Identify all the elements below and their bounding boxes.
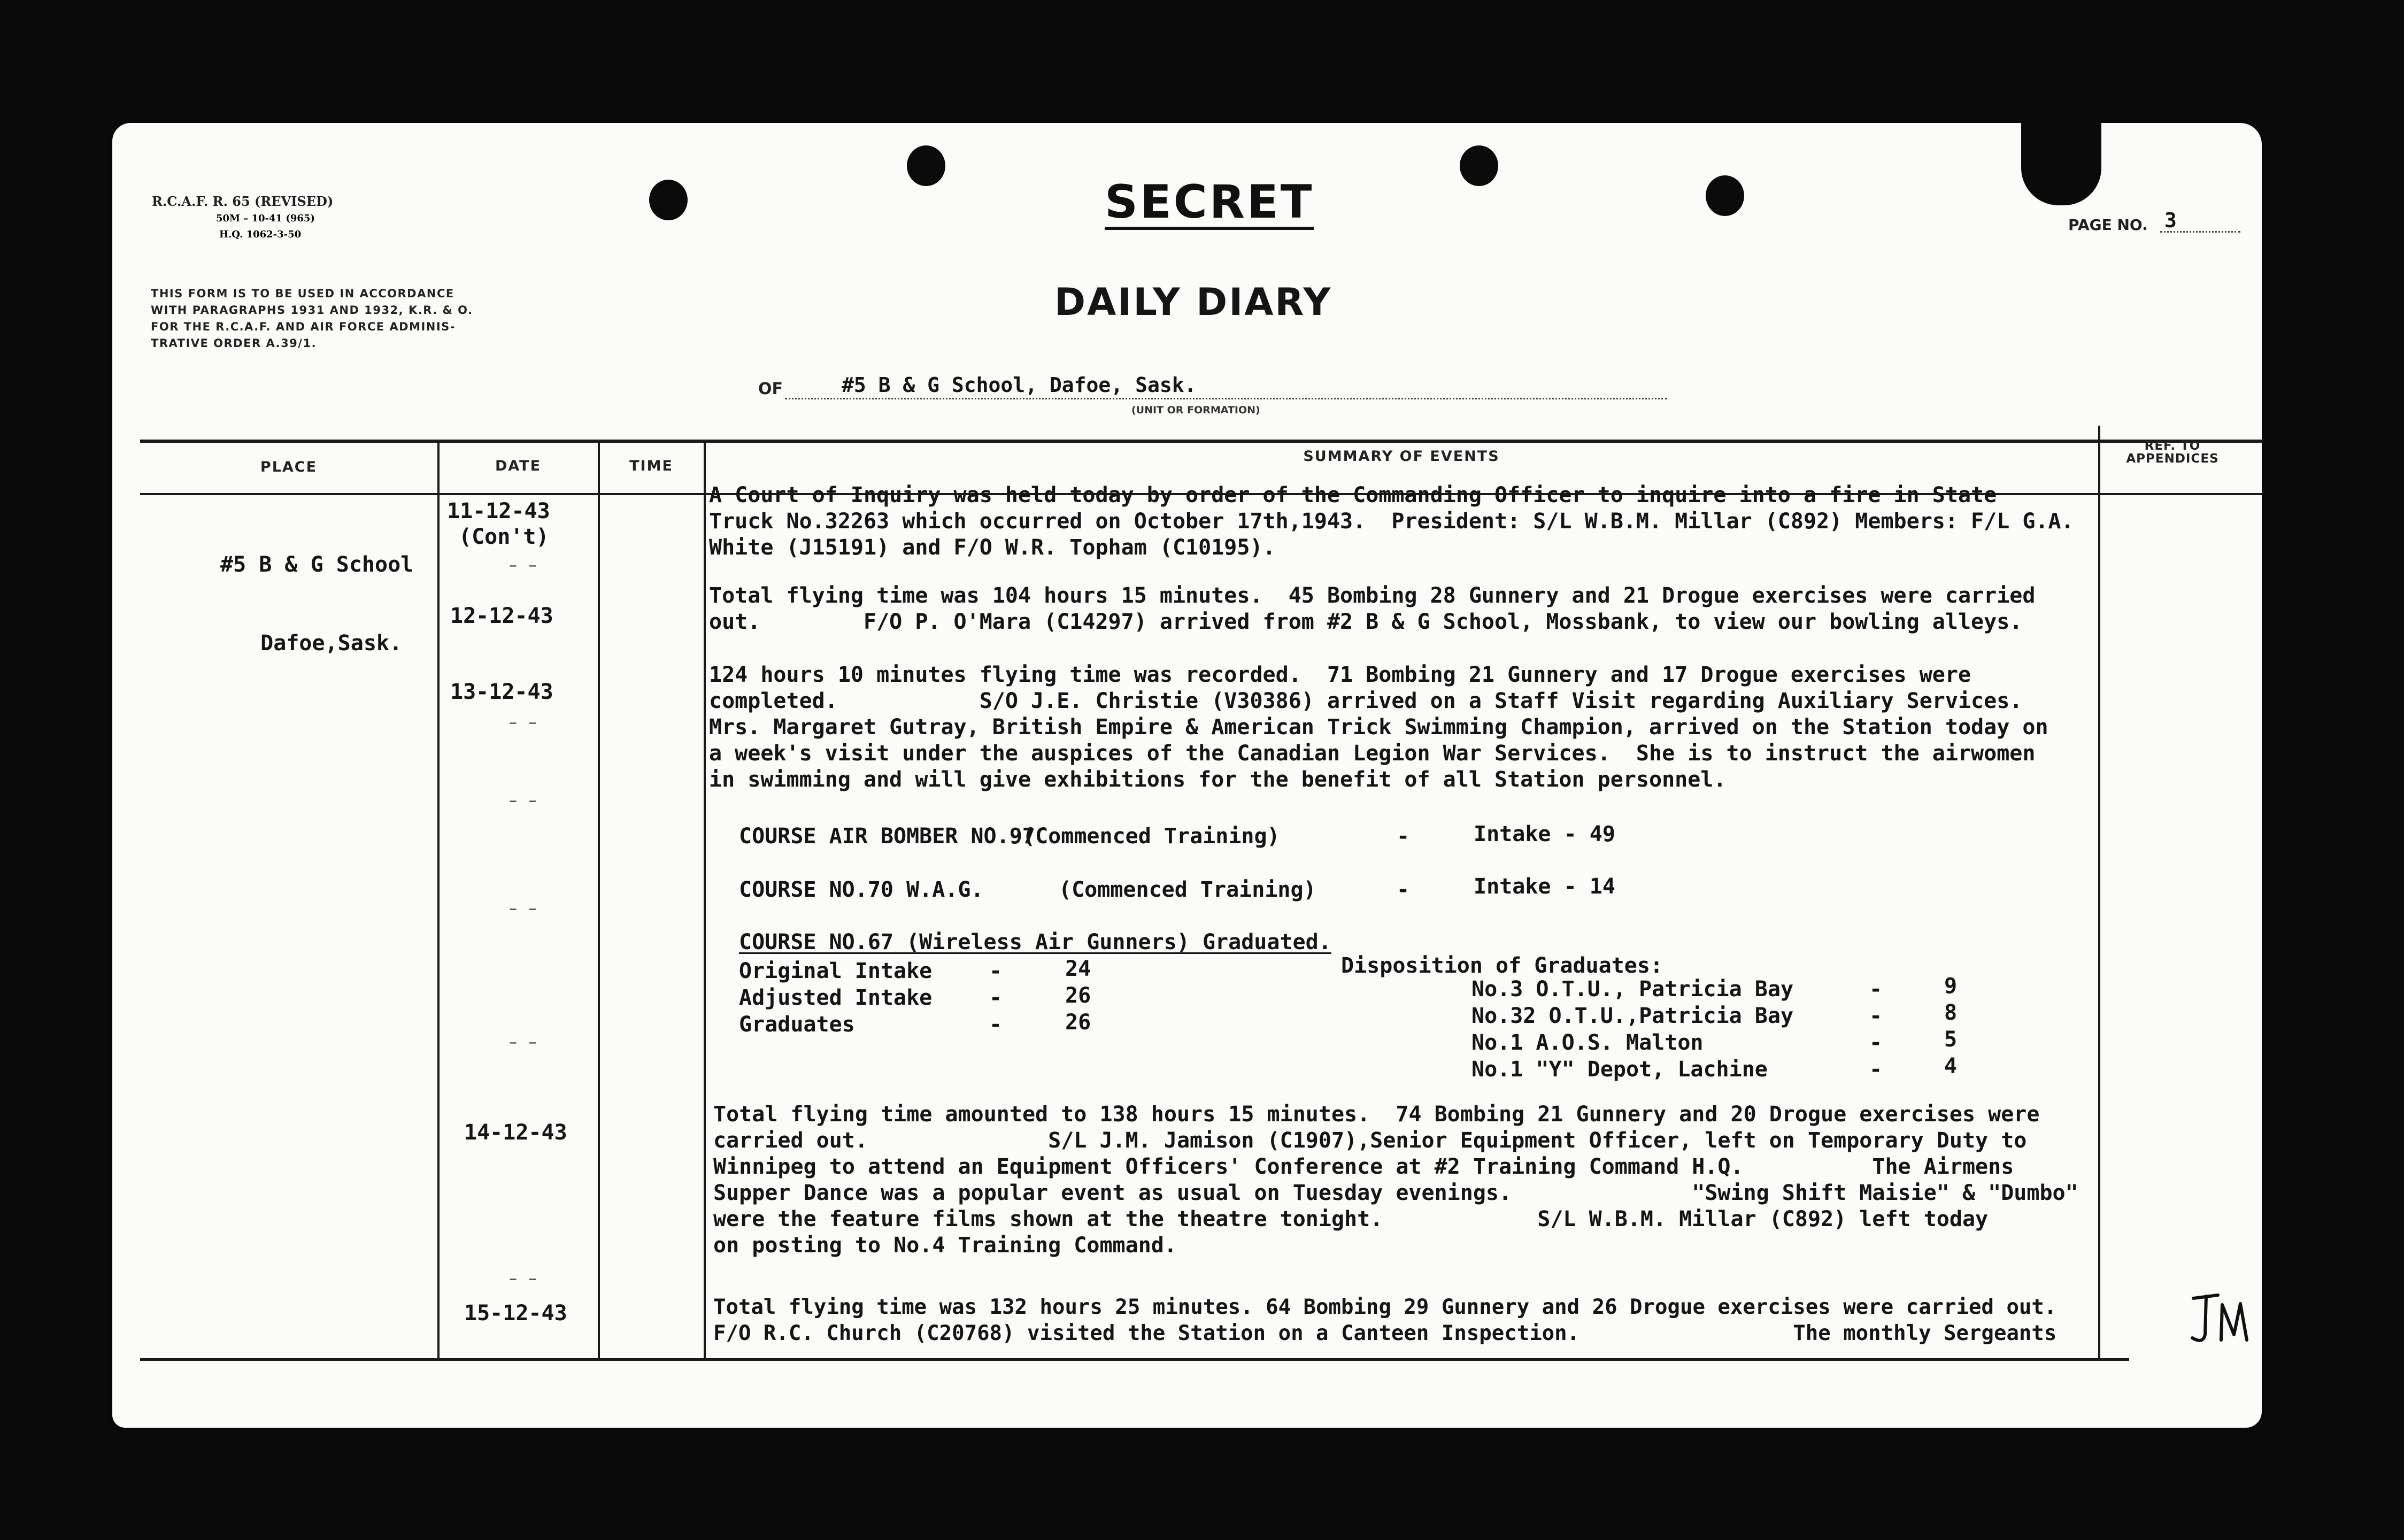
stat-value: 26	[1065, 983, 1091, 1008]
disposition-unit: No.1 "Y" Depot, Lachine	[1471, 1057, 1768, 1082]
stat-value: 24	[1065, 957, 1091, 981]
summary-entry: Total flying time was 104 hours 15 minutes. 45 Bombing 28 Gunnery and 21 Drogue exercises were carried out. F/O P. O'Mara (C14297) arrived from #2 B & G School, Mossbank, to view our bowling alleys.	[709, 583, 2036, 634]
form-note-line: TRATIVE ORDER A.39/1.	[151, 337, 317, 350]
disposition-separator: -	[1869, 977, 1883, 1002]
disposition-unit: No.1 A.O.S. Malton	[1471, 1030, 1704, 1055]
unit-caption: (UNIT OR FORMATION)	[1131, 404, 1260, 416]
course-intake: Intake - 49	[1474, 822, 1615, 846]
stat-separator: -	[989, 1012, 1003, 1037]
place-cell	[220, 499, 413, 683]
form-note	[151, 286, 473, 352]
page-number: 3	[2164, 209, 2177, 232]
column-divider	[437, 441, 440, 1359]
separator-dash: – –	[509, 1269, 540, 1288]
disposition-count: 4	[1944, 1054, 1958, 1079]
course-separator: -	[1397, 824, 1410, 849]
form-note-line: WITH PARAGRAPHS 1931 AND 1932, K.R. & O.	[151, 304, 473, 317]
column-divider	[598, 441, 600, 1359]
entry-date: 12-12-43	[450, 604, 553, 628]
course-separator: -	[1397, 877, 1410, 902]
disposition-count: 8	[1944, 1000, 1958, 1025]
course-status: (Commenced Training)	[1022, 824, 1280, 849]
classification-title: SECRET	[1105, 175, 1314, 229]
stat-separator: -	[989, 985, 1003, 1010]
course-name: COURSE NO.70 W.A.G.	[739, 877, 984, 902]
stat-separator: -	[989, 959, 1003, 983]
disposition-unit: No.32 O.T.U.,Patricia Bay	[1471, 1004, 1794, 1028]
summary-entry: 124 hours 10 minutes flying time was recorded. 71 Bombing 21 Gunnery and 17 Drogue exercises were completed. S/O J.E. Christie (V30386) arrived on a Staff Visit regarding Auxiliary Services. Mrs. Margaret Gutray, British Empire & American Trick Swimming Champion, arrived on the Station today on a week's visit under the auspices of the Canadian Legion War Services. She is to instruct the airwomen in swimming and will give exhibitions for the benefit of all Station personnel.	[709, 663, 2048, 792]
table-top-rule	[140, 440, 2263, 443]
separator-dash: – –	[509, 1033, 540, 1052]
stat-value: 26	[1065, 1010, 1091, 1035]
page-label: PAGE NO.	[2068, 216, 2148, 234]
form-note-line: FOR THE R.C.A.F. AND AIR FORCE ADMINIS-	[151, 320, 456, 333]
graduated-course-heading: COURSE NO.67 (Wireless Air Gunners) Graduated.	[739, 930, 1331, 954]
disposition-count: 9	[1944, 974, 1958, 998]
page-notch	[2021, 120, 2101, 205]
punch-hole	[907, 145, 945, 186]
entry-date: 15-12-43	[464, 1301, 567, 1326]
initials-signature	[2187, 1289, 2256, 1348]
punch-hole	[649, 180, 688, 220]
unit-line	[785, 398, 1667, 399]
appendices-header-line: APPENDICES	[2126, 452, 2219, 466]
page-title: DAILY DIARY	[1054, 280, 1332, 324]
stat-label: Adjusted Intake	[739, 985, 933, 1010]
place-line: Dafoe,Sask.	[260, 631, 403, 656]
column-divider	[2098, 426, 2100, 1359]
summary-entry: Total flying time was 132 hours 25 minutes. 64 Bombing 29 Gunnery and 26 Drogue exercises were carried out. F/O R.C. Church (C20768) visited the Station on a Canteen Inspection. The monthly Sergeants	[713, 1295, 2057, 1345]
punch-hole	[1460, 145, 1498, 186]
separator-dash: – –	[509, 791, 540, 810]
disposition-separator: -	[1869, 1057, 1883, 1082]
disposition-count: 5	[1944, 1027, 1958, 1052]
punch-hole	[1706, 175, 1744, 216]
disposition-heading: Disposition of Graduates:	[1341, 953, 1663, 978]
print-info: 50M – 10-41 (965)	[216, 213, 315, 224]
stat-label: Graduates	[739, 1012, 855, 1037]
course-status: (Commenced Training)	[1059, 877, 1316, 902]
form-note-line: THIS FORM IS TO BE USED IN ACCORDANCE	[151, 287, 454, 300]
course-name: COURSE AIR BOMBER NO.97	[739, 824, 1035, 849]
place-column-header: PLACE	[260, 459, 318, 475]
separator-dash: – –	[509, 713, 540, 732]
entry-date: 13-12-43	[450, 680, 553, 704]
course-intake: Intake - 14	[1474, 874, 1615, 899]
disposition-unit: No.3 O.T.U., Patricia Bay	[1471, 977, 1794, 1002]
page-number-line	[2160, 231, 2240, 233]
stat-label: Original Intake	[739, 959, 933, 983]
summary-column-header: SUMMARY OF EVENTS	[1303, 448, 1500, 465]
summary-entry: A Court of Inquiry was held today by order of the Commanding Officer to inquire into a fire in State Truck No.32263 which occurred on October 17th,1943. President: S/L W.B.M. Millar (C892) Members: F/L G.A. White (J15191) and F/O W.R. Topham (C10195).	[709, 483, 2074, 560]
unit-name: #5 B & G School, Dafoe, Sask.	[842, 373, 1197, 397]
separator-dash: – –	[509, 556, 540, 575]
appendices-column-header	[2100, 440, 2245, 465]
separator-dash: – –	[509, 899, 540, 918]
print-info: H.Q. 1062-3-50	[219, 229, 302, 240]
entry-date: 14-12-43	[464, 1120, 567, 1145]
entry-date: 11-12-43	[447, 499, 550, 523]
place-line: #5 B & G School	[220, 552, 414, 577]
time-column-header: TIME	[629, 458, 673, 474]
of-label: OF	[758, 380, 783, 398]
column-divider	[704, 441, 706, 1359]
appendices-header-line: REF. TO	[2144, 439, 2201, 453]
disposition-separator: -	[1869, 1004, 1883, 1028]
disposition-separator: -	[1869, 1030, 1883, 1055]
form-code: R.C.A.F. R. 65 (REVISED)	[152, 194, 334, 209]
date-column-header: DATE	[495, 458, 542, 474]
summary-entry: Total flying time amounted to 138 hours 15 minutes. 74 Bombing 21 Gunnery and 20 Drogue exercises were carried out. S/L J.M. Jamison (C1907),Senior Equipment Officer, left on Temporary Duty to Winnipeg to attend an Equipment Officers' Conference at #2 Training Command H.Q. The Airmens Supper Dance was a popular event as usual on Tuesday evenings. "Swing Shift Maisie" & "Dumbo" were the feature films shown at the theatre tonight. S/L W.B.M. Millar (C892) left today on posting to No.4 Training Command.	[713, 1102, 2078, 1258]
entry-date-note: (Con't)	[459, 525, 549, 549]
